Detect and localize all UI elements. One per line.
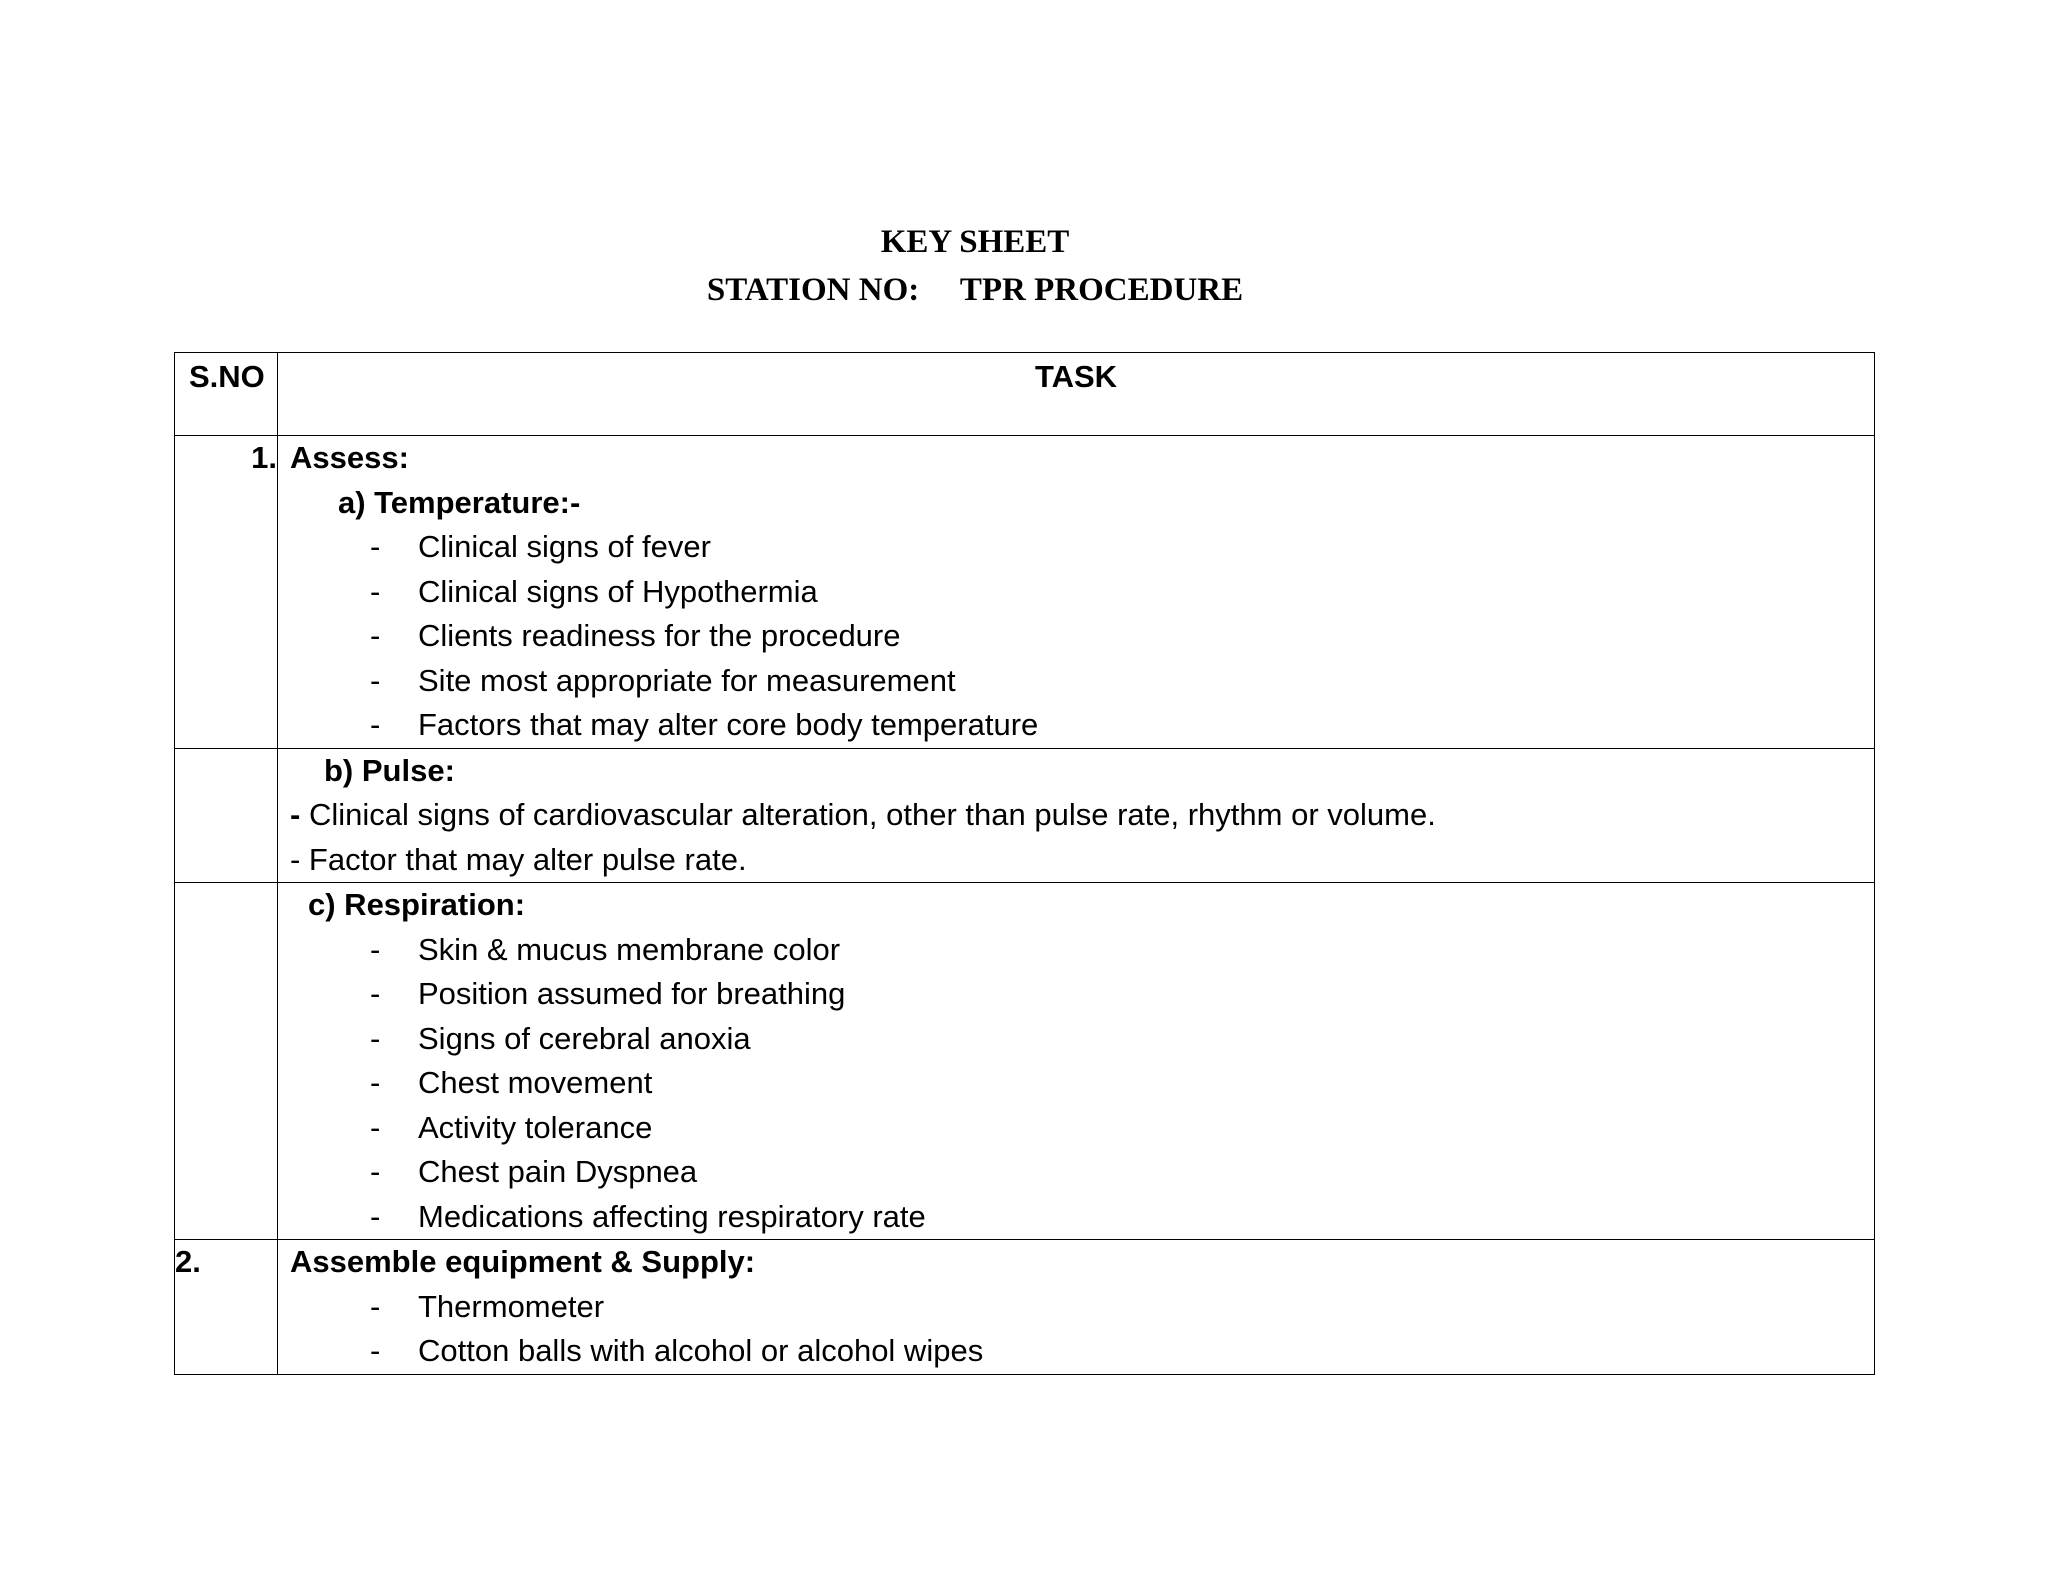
list-item	[290, 1017, 1874, 1062]
list-item	[290, 570, 1874, 615]
list-item-dash: -	[370, 573, 381, 609]
list-item	[290, 972, 1874, 1017]
list-item-dash: -	[370, 1154, 381, 1189]
list-item-text: Thermometer	[418, 1288, 605, 1324]
table-header-row	[175, 353, 1875, 436]
list-item-dash: -	[370, 1288, 381, 1324]
list-item-text: Activity tolerance	[418, 1109, 653, 1145]
station-value: TPR PROCEDURE	[959, 272, 1244, 308]
list-item-text: Clinical signs of fever	[418, 529, 711, 564]
temperature-list	[290, 525, 1874, 748]
table-row	[175, 883, 1875, 1240]
list-item	[290, 1285, 1874, 1330]
task-cell	[278, 436, 1875, 749]
list-item-text: Clients readiness for the procedure	[418, 618, 901, 653]
list-item	[290, 1195, 1874, 1240]
task-cell	[278, 748, 1875, 883]
column-header-task: TASK	[278, 353, 1875, 436]
task-cell	[278, 1240, 1875, 1375]
document-title: KEY SHEET	[880, 224, 1070, 260]
list-item-text: Clinical signs of Hypothermia	[418, 573, 818, 609]
subsection-label-pulse: b) Pulse:	[324, 752, 455, 788]
list-item-dash: -	[370, 931, 381, 967]
pulse-item	[290, 793, 1874, 838]
list-item-dash: -	[370, 707, 381, 742]
step-number-text: 2.	[175, 1244, 201, 1279]
step-heading: Assess:	[290, 440, 409, 475]
table-row	[175, 748, 1875, 883]
list-item	[290, 614, 1874, 659]
list-item-text: Chest movement	[418, 1065, 653, 1100]
list-item-text: Skin & mucus membrane color	[418, 931, 841, 967]
respiration-list	[290, 928, 1874, 1240]
list-item	[290, 659, 1874, 704]
task-cell	[278, 883, 1875, 1240]
list-item-text: Signs of cerebral anoxia	[418, 1020, 751, 1056]
list-item-dash: -	[370, 1020, 381, 1056]
step-number-empty	[175, 748, 278, 883]
list-item-dash: -	[370, 618, 381, 653]
list-item-dash: -	[370, 1065, 381, 1100]
list-item-text: Cotton balls with alcohol or alcohol wipes	[418, 1333, 984, 1368]
subsection-label-temperature: a) Temperature:-	[338, 484, 581, 520]
subsection-label-respiration: c) Respiration:	[308, 887, 526, 922]
list-item-dash: -	[370, 1198, 381, 1234]
list-item-text: Site most appropriate for measurement	[418, 662, 956, 698]
pulse-item-dash: -	[290, 797, 301, 832]
list-item	[290, 525, 1874, 570]
list-item-dash: -	[370, 976, 381, 1011]
list-item-dash: -	[370, 1109, 381, 1145]
step-number-text: 1.	[251, 440, 277, 475]
list-item	[290, 703, 1874, 748]
step-heading: Assemble equipment & Supply:	[290, 1244, 756, 1279]
list-item	[290, 1150, 1874, 1195]
step-number-empty	[175, 883, 278, 1240]
pulse-item: - Factor that may alter pulse rate.	[290, 841, 747, 877]
list-item	[290, 1106, 1874, 1151]
table-row	[175, 1240, 1875, 1375]
station-line	[0, 270, 1950, 310]
list-item-text: Position assumed for breathing	[418, 976, 846, 1011]
list-item-text: Factors that may alter core body temperature	[418, 707, 1039, 742]
list-item-text: Chest pain Dyspnea	[418, 1154, 698, 1189]
station-label: STATION NO:	[706, 272, 920, 308]
list-item	[290, 928, 1874, 973]
step-number	[175, 436, 278, 749]
list-item	[290, 1329, 1874, 1374]
step-number	[175, 1240, 278, 1375]
list-item-dash: -	[370, 662, 381, 698]
list-item-dash: -	[370, 529, 381, 564]
list-item-text: Medications affecting respiratory rate	[418, 1198, 926, 1234]
key-sheet-table	[174, 352, 1875, 1375]
table-row	[175, 436, 1875, 749]
pulse-item-text: Clinical signs of cardiovascular alteration, other than pulse rate, rhythm or volume.	[300, 797, 1436, 832]
list-item	[290, 1061, 1874, 1106]
equipment-list	[290, 1285, 1874, 1374]
list-item-dash: -	[370, 1333, 381, 1368]
column-header-sno: S.NO	[175, 353, 278, 436]
